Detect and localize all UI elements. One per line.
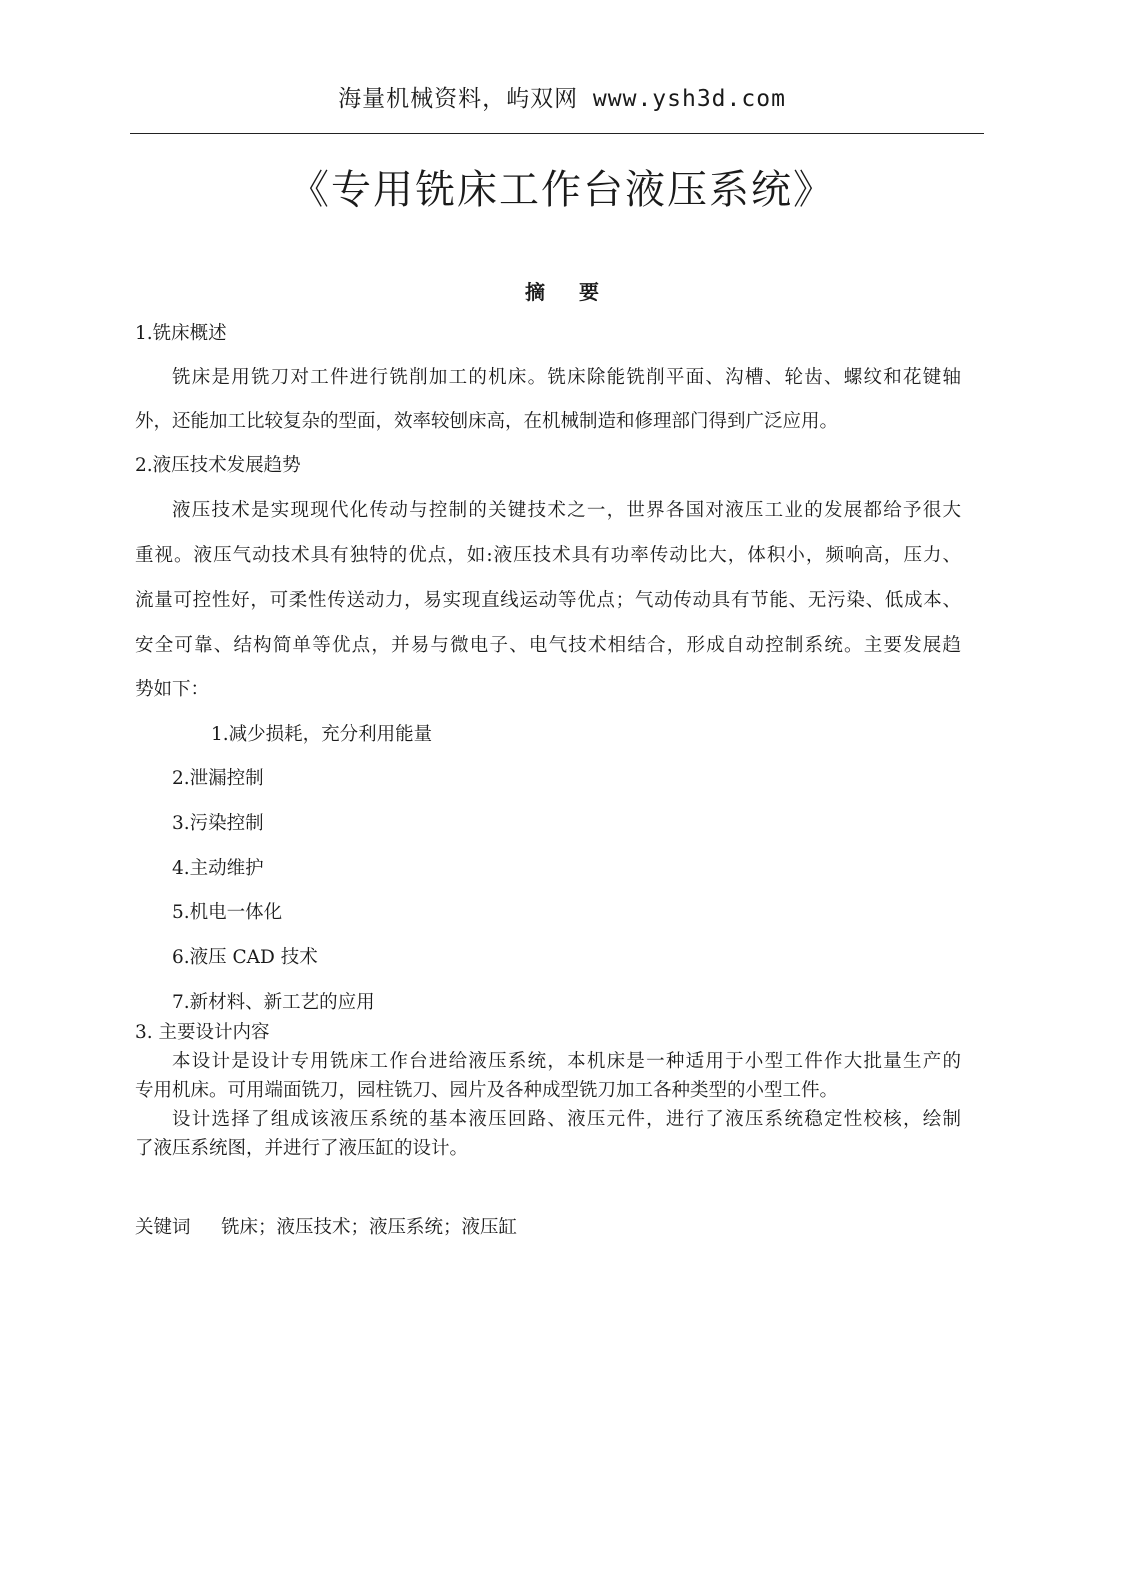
list-item: 4.主动维护 bbox=[172, 858, 264, 879]
paragraph-line: 专用机床。可用端面铣刀，园柱铣刀、园片及各种成型铣刀加工各种类型的小型工件。 bbox=[135, 1080, 839, 1101]
list-item: 2.泄漏控制 bbox=[172, 768, 264, 789]
list-item: 7.新材料、新工艺的应用 bbox=[172, 992, 375, 1013]
paragraph-line: 液压技术是实现现代化传动与控制的关键技术之一，世界各国对液压工业的发展都给予很大 bbox=[172, 500, 961, 521]
keywords-label: 关键词 bbox=[135, 1217, 191, 1238]
section-heading-3: 3. 主要设计内容 bbox=[135, 1022, 270, 1043]
paragraph-line: 设计选择了组成该液压系统的基本液压回路、液压元件，进行了液压系统稳定性校核，绘制 bbox=[172, 1109, 961, 1130]
list-item: 5.机电一体化 bbox=[172, 902, 283, 923]
abstract-heading: 摘要 bbox=[525, 280, 633, 304]
list-item: 1.减少损耗，充分利用能量 bbox=[211, 724, 433, 745]
paragraph-line: 安全可靠、结构简单等优点，并易与微电子、电气技术相结合，形成自动控制系统。主要发展趋 bbox=[135, 635, 961, 656]
paragraph-line: 重视。液压气动技术具有独特的优点，如:液压技术具有功率传动比大，体积小，频响高，压力、 bbox=[135, 545, 961, 566]
section-heading-1: 1.铣床概述 bbox=[135, 323, 227, 344]
paragraph-line: 外，还能加工比较复杂的型面，效率较刨床高，在机械制造和修理部门得到广泛应用。 bbox=[135, 411, 839, 432]
document-title: 《专用铣床工作台液压系统》 bbox=[289, 167, 835, 213]
paragraph-line: 流量可控性好，可柔性传送动力，易实现直线运动等优点；气动传动具有节能、无污染、低成本、 bbox=[135, 590, 961, 611]
section-heading-2: 2.液压技术发展趋势 bbox=[135, 455, 301, 476]
paragraph-line: 势如下： bbox=[135, 679, 210, 700]
list-item: 3.污染控制 bbox=[172, 813, 264, 834]
page-header: 海量机械资料，屿双网 www.ysh3d.com bbox=[338, 86, 786, 112]
header-divider bbox=[130, 133, 984, 134]
list-item: 6.液压 CAD 技术 bbox=[172, 947, 318, 968]
keywords-value: 铣床；液压技术；液压系统；液压缸 bbox=[221, 1217, 518, 1238]
paragraph-line: 本设计是设计专用铣床工作台进给液压系统，本机床是一种适用于小型工件作大批量生产的 bbox=[172, 1051, 961, 1072]
paragraph-line: 铣床是用铣刀对工件进行铣削加工的机床。铣床除能铣削平面、沟槽、轮齿、螺纹和花键轴 bbox=[172, 367, 961, 388]
paragraph-line: 了液压系统图，并进行了液压缸的设计。 bbox=[135, 1138, 469, 1159]
